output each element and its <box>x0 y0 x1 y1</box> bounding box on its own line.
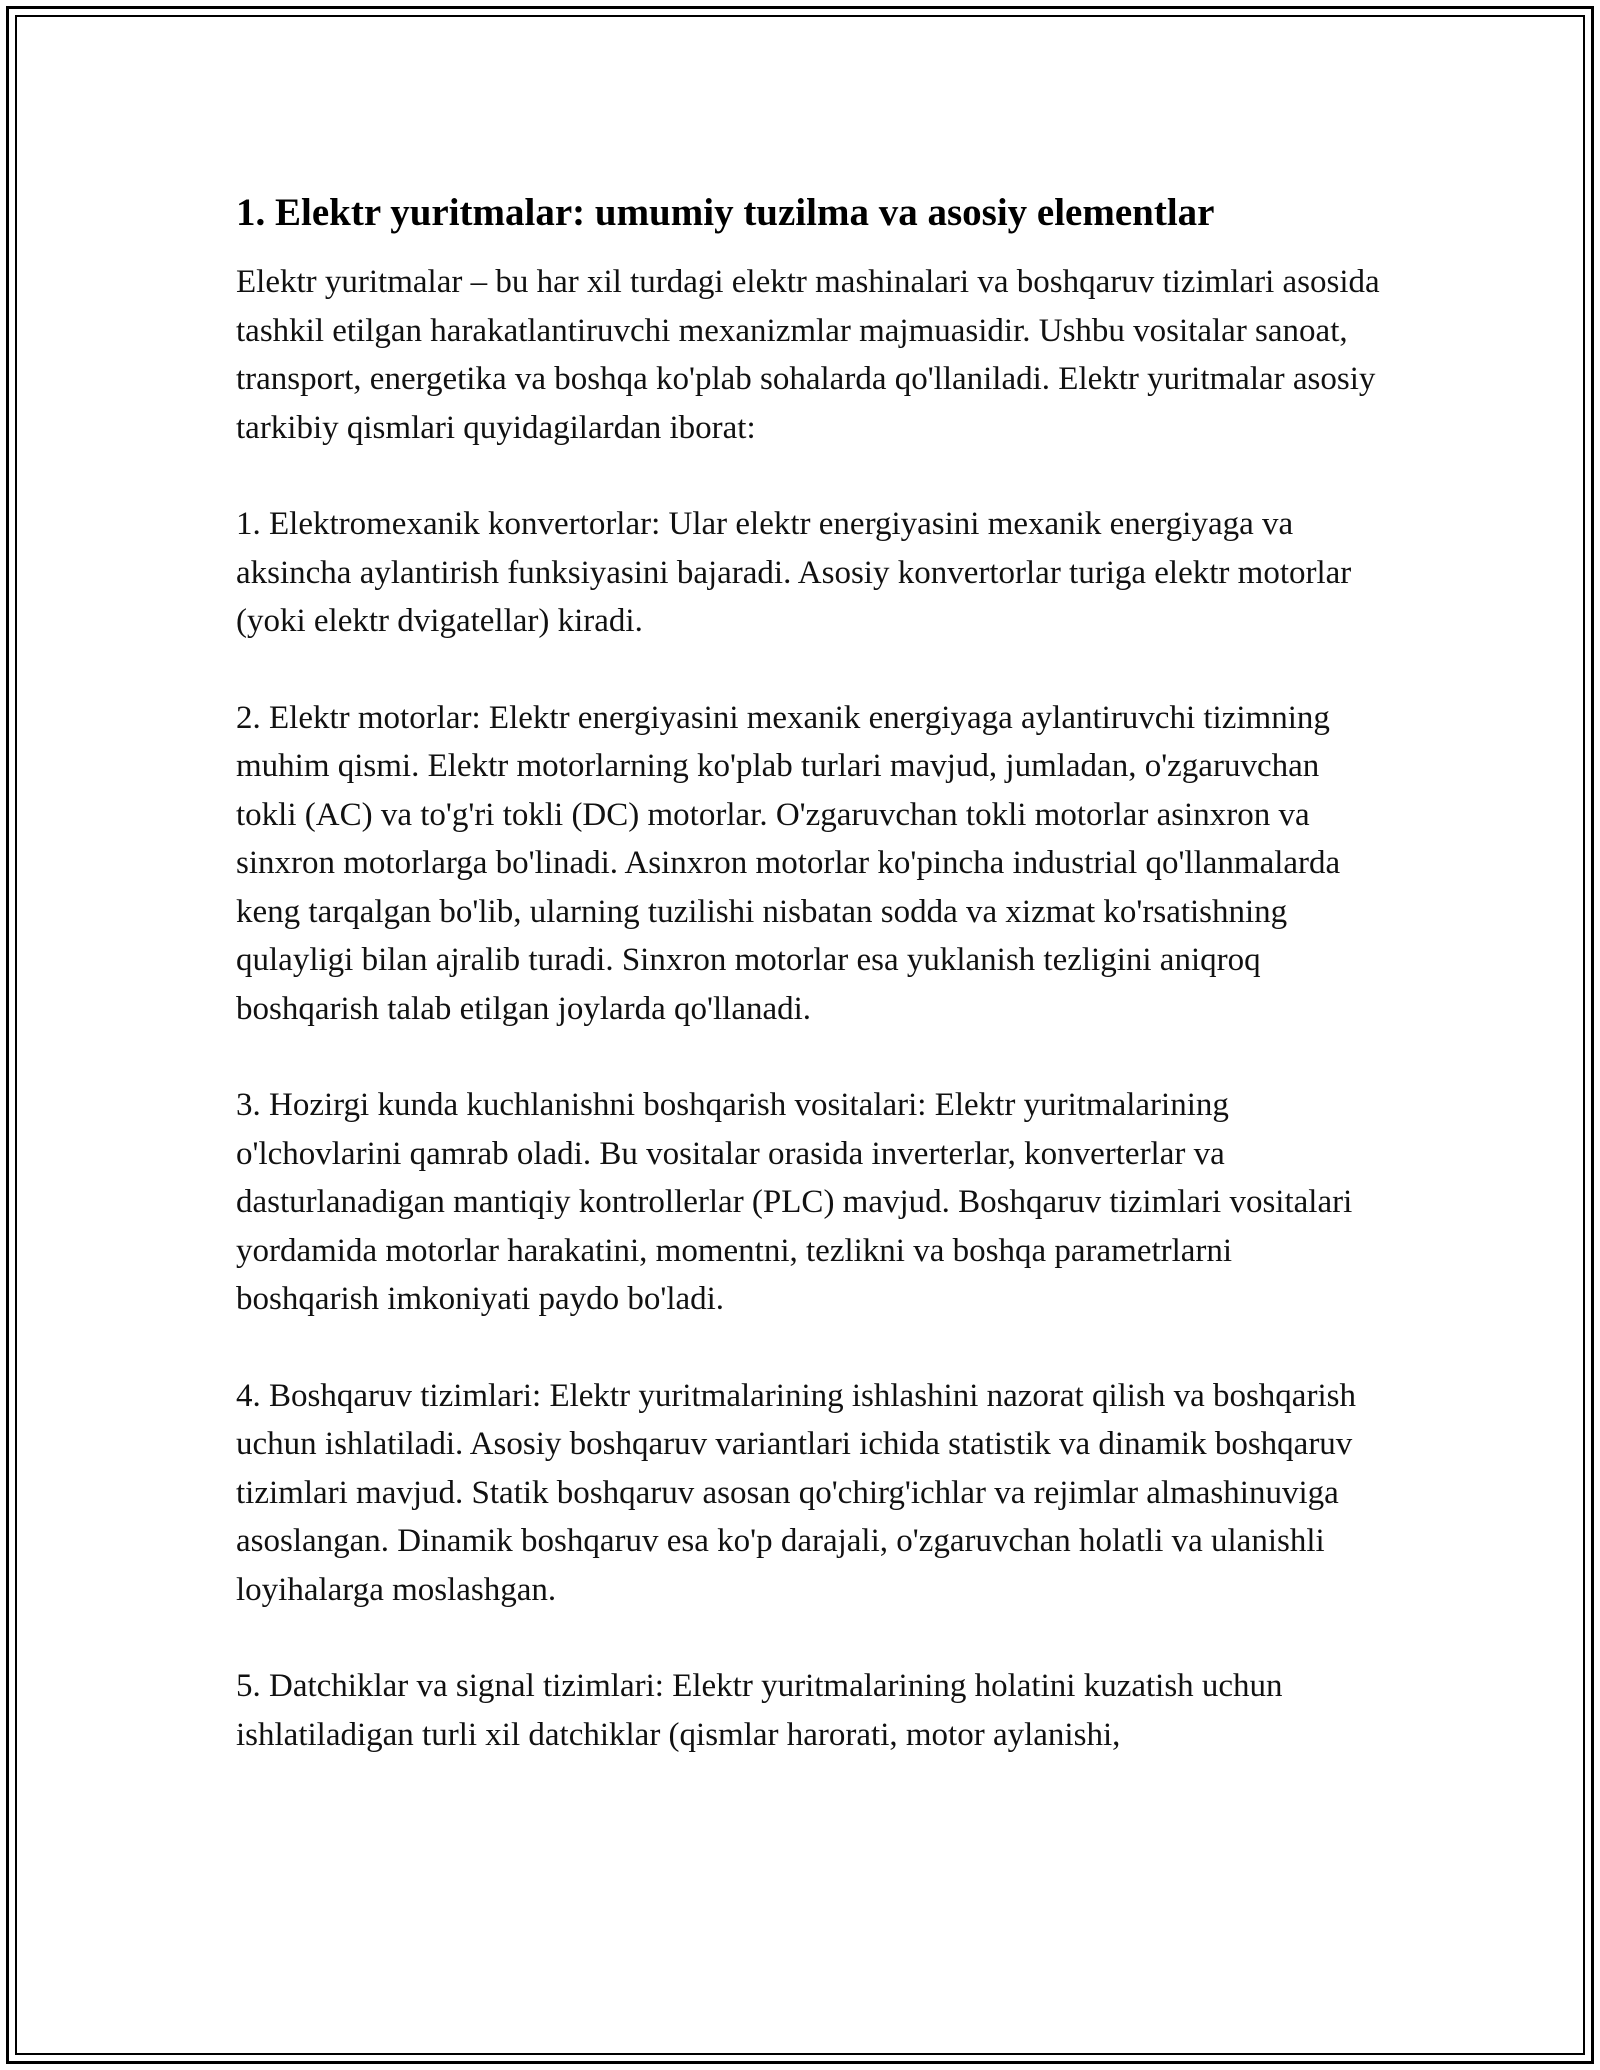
document-body <box>236 188 1381 1807</box>
paragraph-item-4: 4. Boshqaruv tizimlari: Elektr yuritmalarining ishlashini nazorat qilish va boshqarish uchun ishlatiladi. Asosiy boshqaruv variantlari ichida statistik va dinamik boshqaruv tizimlari mavjud. Statik boshqaruv asosan qo'chirg'ichlar va rejimlar almashinuviga asoslangan. Dinamik boshqaruv esa ko'p darajali, o'zgaruvchan holatli va ulanishli loyihalarga moslashgan. <box>236 1377 1356 1608</box>
paragraph-item-1: 1. Elektromexanik konvertorlar: Ular elektr energiyasini mexanik energiyaga va aksincha aylantirish funksiyasini bajaradi. Asosiy konvertorlar turiga elektr motorlar (yoki elektr dvigatellar) kiradi. <box>236 506 1352 639</box>
paragraph-item-2: 2. Elektr motorlar: Elektr energiyasini mexanik energiyaga aylantiruvchi tizimning muhim qismi. Elektr motorlarning ko'plab turlari mavjud, jumladan, o'zgaruvchan tokli (AC) va to'g'ri tokli (DC) motorlar. O'zgaruvchan tokli motorlar asinxron va sinxron motorlarga bo'linadi. Asinxron motorlar ko'pincha industrial qo'llanmalarda keng tarqalgan bo'lib, ularning tuzilishi nisbatan sodda va xizmat ko'rsatishning qulayligi bilan ajralib turadi. Sinxron motorlar esa yuklanish tezligini aniqroq boshqarish talab etilgan joylarda qo'llanadi. <box>236 699 1341 1027</box>
paragraph-intro: Elektr yuritmalar – bu har xil turdagi elektr mashinalari va boshqaruv tizimlari asosida tashkil etilgan harakatlantiruvchi mexanizmlar majmuasidir. Ushbu vositalar sanoat, transport, energetika va boshqa ko'plab sohalarda qo'llaniladi. Elektr yuritmalar asosiy tarkibiy qismlari quyidagilardan iborat: <box>236 264 1380 446</box>
paragraph-item-3: 3. Hozirgi kunda kuchlanishni boshqarish vositalari: Elektr yuritmalarining o'lchovlarini qamrab oladi. Bu vositalar orasida inverterlar, konverterlar va dasturlanadigan mantiqiy kontrollerlar (PLC) mavjud. Boshqaruv tizimlari vositalari yordamida motorlar harakatini, momentni, tezlikni va boshqa parametrlarni boshqarish imkoniyati paydo bo'ladi. <box>236 1087 1353 1317</box>
paragraph-item-5: 5. Datchiklar va signal tizimlari: Elektr yuritmalarining holatini kuzatish uchun ishlatiladigan turli xil datchiklar (qismlar harorati, motor aylanishi, <box>236 1668 1283 1753</box>
section-heading: 1. Elektr yuritmalar: umumiy tuzilma va asosiy elementlar <box>236 191 1215 234</box>
